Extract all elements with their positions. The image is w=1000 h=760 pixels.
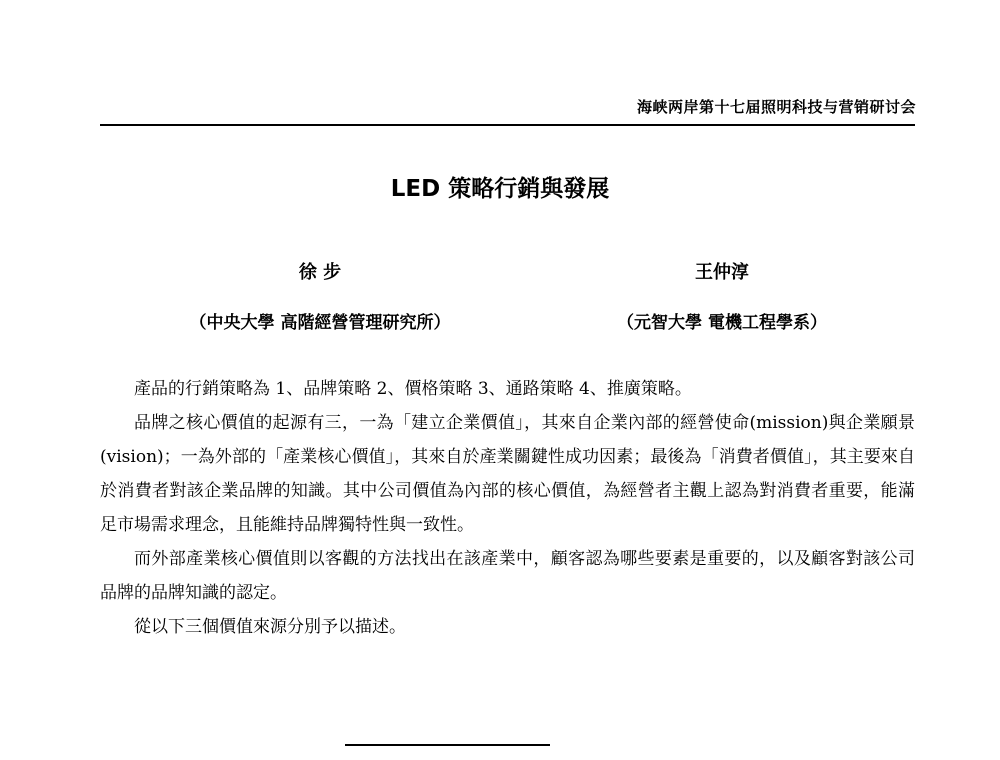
paragraph-2: 品牌之核心價值的起源有三，一為「建立企業價值」，其來自企業內部的經營使命(mission)與企業願景(vision)；一為外部的「產業核心價值」，其來自於產業關鍵性成功因素；最後為「消費者價值」，其主要來自於消費者對該企業品牌的知識。其中公司價值為內部的核心價值，為經營者主觀上認為對消費者重要，能滿足市場需求理念，且能維持品牌獨特性與一致性。 [100, 413, 915, 535]
paragraph-3: 而外部產業核心價值則以客觀的方法找出在該產業中，顧客認為哪些要素是重要的，以及顧客對該公司品牌的品牌知識的認定。 [100, 549, 915, 603]
paragraph-1: 產品的行銷策略為 1、品牌策略 2、價格策略 3、通路策略 4、推廣策略。 [134, 379, 692, 399]
author-block-2 [542, 258, 902, 333]
author-block-1 [140, 258, 500, 333]
paragraph-4: 從以下三個價值來源分別予以描述。 [134, 617, 406, 637]
author-name: 徐 步 [298, 262, 342, 283]
header-rule [100, 124, 915, 126]
running-header: 海峡两岸第十七届照明科技与营销研讨会 [636, 98, 916, 116]
footnote-rule [345, 744, 550, 746]
body-text [100, 372, 915, 644]
author-affiliation: （元智大學 電機工程學系） [617, 313, 827, 333]
author-affiliation: （中央大學 高階經營管理研究所） [189, 313, 451, 333]
author-name: 王仲淳 [695, 262, 749, 283]
paper-title: LED 策略行銷與發展 [390, 176, 610, 202]
